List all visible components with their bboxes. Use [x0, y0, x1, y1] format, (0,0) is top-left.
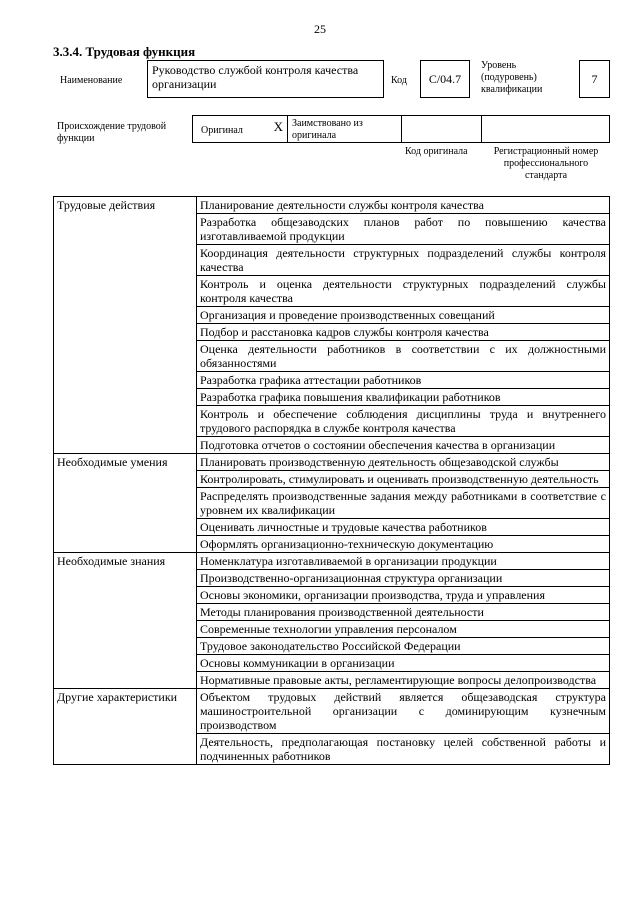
code-label: Код: [391, 75, 407, 86]
item-cell: Деятельность, предполагающая постановку целей собственной работы и подчиненных работников: [197, 734, 610, 765]
function-table: [53, 196, 610, 765]
item-cell: Контролировать, стимулировать и оценивать производственную деятельность: [197, 471, 610, 488]
item-cell: Разработка общезаводских планов работ по повышению качества изготавливаемой продукции: [197, 214, 610, 245]
origin-label: Происхождение трудовой функции: [57, 121, 167, 144]
origin-borrowed: Заимствовано из оригинала: [288, 116, 402, 142]
name-label: Наименование: [60, 75, 123, 86]
item-cell: Разработка графика аттестации работников: [197, 372, 610, 389]
item-cell: Объектом трудовых действий является общезаводская структура машиностроительной организации с доминирующим кузнечным производством: [197, 689, 610, 734]
reg-number-label: Регистрационный номер профессионального стандарта: [493, 146, 599, 181]
item-cell: Контроль и обеспечение соблюдения дисциплины труда и внутреннего трудового распорядка в службе контроля качества: [197, 406, 610, 437]
category-cell: Другие характеристики: [54, 689, 197, 765]
item-cell: Номенклатура изготавливаемой в организации продукции: [197, 553, 610, 570]
origin-original-mark: X: [273, 119, 283, 134]
table-row: [54, 553, 610, 570]
category-cell: Необходимые знания: [54, 553, 197, 689]
section-title: 3.3.4. Трудовая функция: [53, 44, 196, 59]
origin-original-cell: [193, 116, 288, 142]
item-cell: Оценивать личностные и трудовые качества работников: [197, 519, 610, 536]
item-cell: Производственно-организационная структура организации: [197, 570, 610, 587]
name-value: Руководство службой контроля качества организации: [147, 60, 384, 98]
table-row: [54, 454, 610, 471]
item-cell: Планировать производственную деятельность общезаводской службы: [197, 454, 610, 471]
item-cell: Основы коммуникации в организации: [197, 655, 610, 672]
level-label: Уровень (подуровень) квалификации: [481, 60, 543, 95]
origin-code-cell: [402, 116, 482, 142]
item-cell: Основы экономики, организации производства, труда и управления: [197, 587, 610, 604]
item-cell: Распределять производственные задания между работниками в соответствие с уровнем их квалификации: [197, 488, 610, 519]
item-cell: Планирование деятельности службы контроля качества: [197, 197, 610, 214]
item-cell: Подбор и расстановка кадров службы контроля качества: [197, 324, 610, 341]
item-cell: Координация деятельности структурных подразделений службы контроля качества: [197, 245, 610, 276]
item-cell: Оформлять организационно-техническую документацию: [197, 536, 610, 553]
code-value: С/04.7: [420, 60, 470, 98]
table-row: [54, 689, 610, 734]
item-cell: Оценка деятельности работников в соответствии с их должностными обязанностями: [197, 341, 610, 372]
item-cell: Современные технологии управления персоналом: [197, 621, 610, 638]
item-cell: Нормативные правовые акты, регламентирующие вопросы делопроизводства: [197, 672, 610, 689]
origin-original: Оригинал: [201, 125, 243, 136]
table-row: [54, 197, 610, 214]
item-cell: Разработка графика повышения квалификации работников: [197, 389, 610, 406]
item-cell: Организация и проведение производственных совещаний: [197, 307, 610, 324]
category-cell: Необходимые умения: [54, 454, 197, 553]
origin-row: [192, 115, 610, 143]
origin-reg-cell: [482, 116, 609, 142]
level-value: 7: [579, 60, 610, 98]
category-cell: Трудовые действия: [54, 197, 197, 454]
item-cell: Подготовка отчетов о состоянии обеспечения качества в организации: [197, 437, 610, 454]
page-number: 25: [314, 22, 326, 36]
item-cell: Контроль и оценка деятельности структурных подразделений службы контроля качества: [197, 276, 610, 307]
item-cell: Трудовое законодательство Российской Федерации: [197, 638, 610, 655]
item-cell: Методы планирования производственной деятельности: [197, 604, 610, 621]
code-original-label: Код оригинала: [405, 146, 468, 157]
